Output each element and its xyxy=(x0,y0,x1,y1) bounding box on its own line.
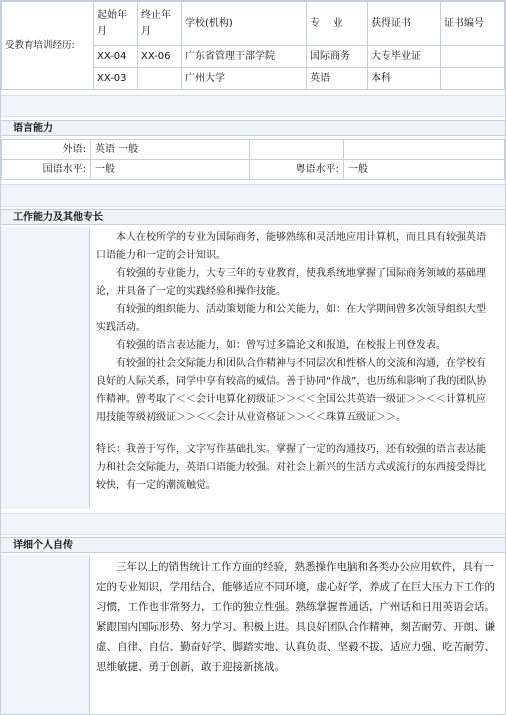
cell-major: 英语 xyxy=(307,68,368,90)
language-section-title: 语言能力 xyxy=(1,120,505,136)
education-table xyxy=(1,1,505,90)
work-section-title: 工作能力及其他专长 xyxy=(1,209,505,225)
work-content xyxy=(90,229,504,509)
mandarin-label: 国语水平: xyxy=(2,160,91,180)
col-header-major: 专 业 xyxy=(307,2,368,46)
spacer-band xyxy=(1,95,505,117)
cell-school: 广东省管理干部学院 xyxy=(182,46,307,68)
col-header-certificate: 获得证书 xyxy=(368,2,441,46)
cell-cert-number xyxy=(441,46,505,68)
cell-cert-number xyxy=(441,68,505,90)
col-header-school: 学校(机构) xyxy=(182,2,307,46)
mandarin-value: 一般 xyxy=(91,160,250,180)
col-header-end: 终止年月 xyxy=(138,2,182,46)
cantonese-label: 粤语水平: xyxy=(250,160,344,180)
language-table xyxy=(1,139,505,180)
work-paragraph: 有较强的组织能力、活动策划能力和公关能力，如：在大学期间曾多次领导组织大型实践活动。 xyxy=(96,304,486,333)
foreign-language-value: 英语 一般 xyxy=(91,140,250,160)
cell-certificate: 大专毕业证 xyxy=(368,46,441,68)
self-section-title: 详细个人自传 xyxy=(1,537,505,553)
cell-end: XX-06 xyxy=(138,46,182,68)
work-specialty: 特长：我善于写作，文字写作基础扎实。掌握了一定的沟通技巧，还有较强的语言表达能力和社会交际能力，英语口语能力较强。对社会上新兴的生活方式或流行的东西接受得比较快，有一定的潮流触觉。 xyxy=(96,444,486,491)
spacer-band xyxy=(1,184,505,207)
cell-start: XX-03 xyxy=(94,68,138,90)
foreign-language-label: 外语: xyxy=(2,140,91,160)
education-label: 受教育培训经历: xyxy=(2,2,94,90)
work-paragraph: 有较强的社会交际能力和团队合作精神与不同层次和性格人的交流和沟通，在学校有良好的人际关系，同学中享有较高的威信。善于协同“作战”，也历练和影响了我的团队协作精神。曾考取了＜＜会计电算化初级证＞＞＜＜全国公共英语一级证＞＞＜＜计算机应用技能等级初级证＞＞＜＜会计从业资格证＞＞＜＜珠算五级证＞＞。 xyxy=(96,358,487,423)
work-paragraph: 本人在校所学的专业为国际商务，能够熟练和灵活地应用计算机，而且具有较强英语口语能力和一定的会计知识。 xyxy=(96,232,486,261)
col-header-start: 起始年月 xyxy=(94,2,138,46)
cantonese-value: 一般 xyxy=(344,160,505,180)
cell-start: XX-04 xyxy=(94,46,138,68)
self-description: 三年以上的销售统计工作方面的经验，熟悉操作电脑和各类办公应用软件，具有一定的专业知识，学用结合，能够适应不同环境，虚心好学，养成了在巨大压力下工作的习惯，工作也非常努力，工作的独立性强。熟练掌握普通话，广州话和日用英语会话。紧跟国内国际形势、努力学习、积极上进。具良好团队合作精神，刻苦耐劳、开朗、谦虚、自律、自信、勤奋好学、脚踏实地、认真负责、坚毅不拔、适应力强、吃苦耐劳、思维敏捷、勇于创新，敢于迎接新挑战。 xyxy=(96,561,495,673)
spacer-band xyxy=(1,513,505,535)
self-content xyxy=(90,557,504,714)
self-left-column xyxy=(1,555,90,714)
work-paragraph: 有较强的专业能力，大专三年的专业教育，使我系统地掌握了国际商务领域的基础理论，并具备了一定的实践经验和操作技能。 xyxy=(96,268,486,297)
work-left-column xyxy=(1,227,90,509)
col-header-cert-number: 证书编号 xyxy=(441,2,505,46)
work-paragraph: 有较强的语言表达能力，如：曾写过多篇论文和报道，在校报上刊登发表。 xyxy=(116,340,446,351)
cell-certificate: 本科 xyxy=(368,68,441,90)
cell-major: 国际商务 xyxy=(307,46,368,68)
cell-school: 广州大学 xyxy=(182,68,307,90)
cell-end xyxy=(138,68,182,90)
